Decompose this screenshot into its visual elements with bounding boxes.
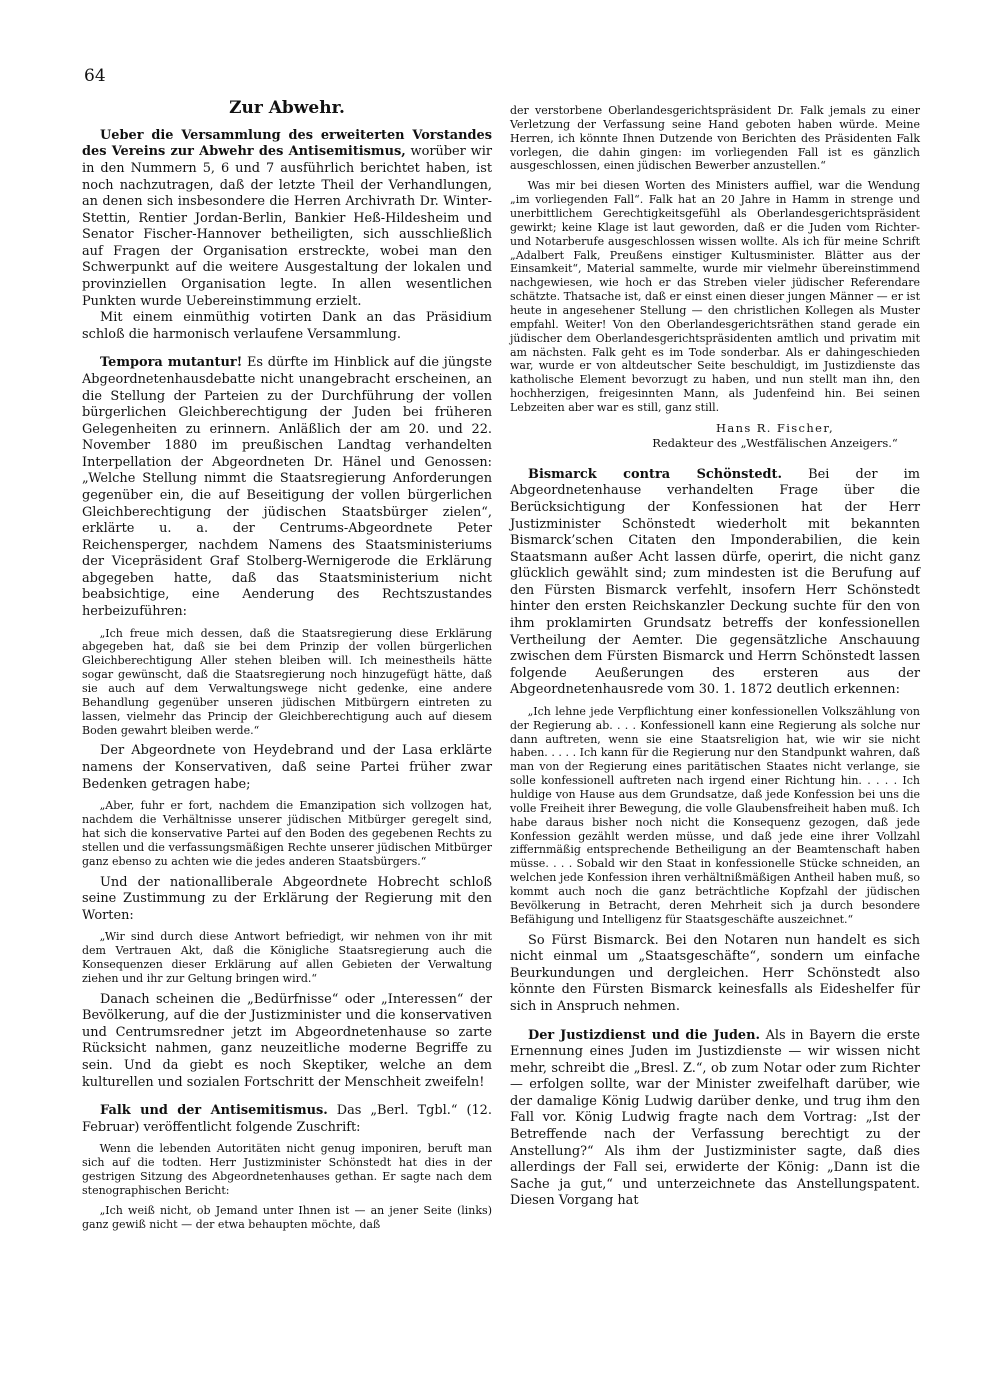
left-column bbox=[82, 98, 492, 1237]
quote-block: „Ich weiß nicht, ob Jemand unter Ihnen ist — an jener Seite (links) ganz gewiß nicht — der etwa behaupten möchte, daß bbox=[82, 1203, 492, 1231]
signature-title: Redakteur des „Westfälischen Anzeigers.“ bbox=[652, 435, 898, 450]
article-text: Es dürfte im Hinblick auf die jüngste Abgeordnetenhausdebatte nicht unangebracht erscheinen, an die Stellung der Parteien zu der Durchführung der vollen bürgerlichen Gleichberechtigung der Juden bei früheren Gelegenheiten zu erinnern. Anläßlich der am 20. und 22. November 1880 im preußischen Landtag verhandelten Interpellation der Abgeordneten Dr. Hänel und Genossen: „Welche Stellung nimmt die Staatsregierung Anforderungen gegenüber ein, die auf Beseitigung der vollen bürgerlichen Gleichberechtigung der jüdischen Staatsbürger zielen“, erklärte u. a. der Centrums-Abgeordnete Peter Reichensperger, nachdem Namens des Staatsministeriums der Vicepräsident Graf Stolberg-Wernigerode die Erklärung abgegeben hatte, daß das Staatsministerium nicht beabsichtige, eine Aenderung des Rechtszustandes herbeizuführen: bbox=[82, 355, 492, 620]
article-text: Das „Berl. Tgbl.“ (12. Februar) veröffentlicht folgende Zuschrift: bbox=[82, 1103, 492, 1135]
quote-block: Wenn die lebenden Autoritäten nicht genug imponiren, beruft man sich auf die todten. Herr Justizminister Schönstedt hat dies in der gestrigen Sitzung des Abgeordnetenhauses gethan. Er sagte nach dem stenographischen Bericht: bbox=[82, 1142, 492, 1197]
article-lead: Tempora mutantur! bbox=[100, 355, 243, 371]
quote-block: „Wir sind durch diese Antwort befriedigt, wir nehmen von ihr mit dem Vertrauen Akt, daß die Königliche Staatsregierung auch die Konsequenzen dieser Erklärung auf allen Gebieten der Verwaltung ziehen und ihr zur Geltung bringen wird.“ bbox=[82, 930, 492, 985]
article-paragraph: Mit einem einmüthig votirten Dank an das Präsidium schloß die harmonisch verlaufene Versammlung. bbox=[82, 310, 492, 342]
quote-block: „Ich lehne jede Verpflichtung einer konfessionellen Volkszählung von der Regierung ab. . . . Konfessionell kann eine Regierung als solche nur dann auftreten, wenn sie eine Staatsreligion hat, wie wir sie nicht haben. . . . . Ich kann für die Regierung nur den Standpunkt wahren, daß man von der Regierung eines paritätischen Staates nicht verlange, sie solle konfessionell auftreten nach irgend einer Richtung hin. . . . . Ich huldige von Hause aus dem Grundsatze, daß jede Konfession bei uns die volle Freiheit ihrer Bewegung, die volle Glaubensfreiheit haben muß. Ich habe daraus bisher noch nicht die Konsequenz gezogen, daß jede Konfession gezählt werden müsse, und daß jede eine ihrer Vollzahl ziffernmäßig entsprechende Betheiligung an der Beamtenschaft haben müsse. . . . Sobald wir den Staat in konfessionelle Stücke schneiden, an welchen jede Konfession ihren verhältnißmäßigen Antheil haben muß, so kommt auch noch die ganz beträchtliche Kopfzahl der jüdischen Bevölkerung in Betracht, deren Mehrheit sich ja durch besondere Befähigung und Intelligenz für Staatsgeschäfte auszeichnet.“ bbox=[510, 704, 920, 926]
article-paragraph: So Fürst Bismarck. Bei den Notaren nun handelt es sich nicht einmal um „Staatsgeschäfte“, sondern um einfache Beurkundungen und dergleichen. Herr Schönstedt also könnte den Fürsten Bismarck keinesfalls als Eideshelfer für sich in Anspruch nehmen. bbox=[510, 932, 920, 1014]
signature bbox=[630, 421, 920, 451]
article-paragraph: Danach scheinen die „Bedürfnisse“ oder „Interessen“ der Bevölkerung, auf die der Justizminister und die konservativen und Centrumsredner jetzt im Abgeordnetenhause so zarte Rücksicht nahmen, ganz neuzeitliche moderne Begriffe zu sein. Und da giebt es noch Skeptiker, welche an dem kulturellen und sozialen Fortschritt der Menschheit zweifeln! bbox=[82, 991, 492, 1090]
article-text: worüber wir in den Nummern 5, 6 und 7 ausführlich berichtet haben, ist noch nachzutragen, daß der letzte Theil der Verhandlungen, an denen sich insbesondere die Herren Archivrath Dr. Winter-Stettin, Rentier Jordan-Berlin, Bankier Heß-Hildesheim und Senator Fischer-Hannover betheiligten, sich ausschließlich auf Fragen der Organisation erstreckte, wobei man den Schwerpunkt auf die weitere Ausgestaltung der lokalen und provinziellen Organisation legte. In allen wesentlichen Punkten wurde Uebereinstimmung erzielt. bbox=[82, 144, 492, 309]
article-paragraph bbox=[510, 467, 920, 699]
quote-block: der verstorbene Oberlandesgerichtspräsident Dr. Falk jemals zu einer Verletzung der Verfassung seine Hand geboten haben würde. Meine Herren, ich könnte Ihnen Dutzende von Berichten des Präsidenten Falk vorlegen, die dahin gingen: im vorliegenden Fall ist es gänzlich ausgeschlossen, einen jüdischen Bewerber anzustellen.“ bbox=[510, 104, 920, 173]
article-text: Als in Bayern die erste Ernennung eines Juden im Justizdienste — wir wissen nicht mehr, schreibt die „Bresl. Z.“, ob zum Notar oder zum Richter — erfolgen sollte, war der Minister zweifelhaft darüber, wie der damalige König Ludwig darüber denke, und trug ihm den Fall vor. König Ludwig fragte nach dem Vortrag: „Ist der Betreffende nach der Verfassung berechtigt zu der Anstellung?“ Als ihm der Justizminister sagte, daß dies allerdings der Fall sei, erwiderte der König: „Dann ist die Sache ja gut,“ und unterzeichnete das Anstellungspatent. Diesen Vorgang hat bbox=[510, 1027, 920, 1209]
article-paragraph bbox=[82, 128, 492, 310]
article-paragraph bbox=[510, 1028, 920, 1210]
signature-name: Hans R. Fischer, bbox=[716, 420, 834, 435]
article-paragraph bbox=[82, 1103, 492, 1136]
article-paragraph: Der Abgeordnete von Heydebrand und der Lasa erklärte namens der Konservativen, daß seine Partei früher zwar Bedenken getragen habe; bbox=[82, 743, 492, 792]
article-lead: Bismarck contra Schönstedt. bbox=[528, 466, 782, 482]
quote-block: Was mir bei diesen Worten des Ministers auffiel, war die Wendung „im vorliegenden Fall“. Falk hat an 20 Jahre in Hamm in strenge und unerbittlichem Gerechtigkeitsgefühl als Oberlandesgerichtspräsident gewirkt; keine Klage ist laut geworden, daß er die Juden vom Richter- und Notarberufe ausgeschlossen wissen wollte. Als ich für meine Schrift „Adalbert Falk, Preußens einstiger Kultusminister. Blätter aus der Einsamkeit“, Material sammelte, wurde mir vielmehr übereinstimmend nachgewiesen, wie hoch er das Streben vieler jüdischer Referendare schätzte. Thatsache ist, daß er einst einen dieser jungen Männer — er ist heute in angesehener Stellung — den christlichen Kollegen als Muster empfahl. Weiter! Von den Oberlandesgerichtsräthen stand gerade ein jüdischer dem Oberlandesgerichtspräsidenten amtlich und privatim mit am nächsten. Falk geht es im Tode sonderbar. Als er dahingeschieden war, wurde er von altdeutscher Seite beschuldigt, im Justizdienste das katholische Element bevorzugt zu haben, und nun stellt man ihn, den hochherzigen, freigesinnten Mann, als Judenfeind hin. Bei seinen Lebzeiten aber war es still, ganz still. bbox=[510, 179, 920, 415]
quote-block: „Aber, fuhr er fort, nachdem die Emanzipation sich vollzogen hat, nachdem die Verhältnisse unserer jüdischen Mitbürger geregelt sind, hat sich die konservative Partei auf den Boden des gegebenen Rechts zu stellen und die verfassungsmäßigen Rechte unserer jüdischen Mitbürger ganz ebenso zu achten wie die jedes anderen Staatsbürgers.“ bbox=[82, 799, 492, 868]
article-paragraph: Und der nationalliberale Abgeordnete Hobrecht schloß seine Zustimmung zu der Erklärung der Regierung mit den Worten: bbox=[82, 874, 492, 923]
article-text: Bei der im Abgeordnetenhause verhandelten Frage über die Berücksichtigung der Konfessionen hat der Herr Justizminister Schönstedt wiederholt mit bekannten Bismarck’schen Citaten den Imponderabilien, die kein Staatsmann außer Acht lassen dürfe, operirt, die nicht ganz glücklich gewählt sind; zum mindesten ist die Berufung auf den Fürsten Bismarck verfehlt, insofern Herr Schönstedt hinter den ersten Reichskanzler Deckung suchte für den von ihm proklamirten Grundsatz betreffs der konfessionellen Vertheilung der Aemter. Die gegensätzliche Anschauung zwischen dem Fürsten Bismarck und Herrn Schönstedt lassen folgende Aeußerungen des ersteren aus der Abgeordnetenhausrede vom 30. 1. 1872 deutlich erkennen: bbox=[510, 466, 920, 698]
page-number: 64 bbox=[84, 66, 106, 86]
section-heading: Zur Abwehr. bbox=[229, 98, 345, 118]
article-lead: Falk und der Antisemitismus. bbox=[100, 1103, 328, 1119]
quote-block: „Ich freue mich dessen, daß die Staatsregierung diese Erklärung abgegeben hat, daß sie bei dem Prinzip der vollen bürgerlichen Gleichberechtigung Aller stehen bleiben will. Ich meinestheils hätte sogar gewünscht, daß die Staatsregierung noch hinzugefügt hätte, daß sie auch auf dem Verwaltungswege nicht gedenke, eine andere Behandlung gegenüber unseren jüdischen Mitbürgern eintreten zu lassen, vielmehr das Princip der Gleichberechtigung auch auf diesem Boden gewahrt bleiben werde.“ bbox=[82, 626, 492, 737]
article-lead: Der Justizdienst und die Juden. bbox=[528, 1027, 760, 1043]
article-paragraph bbox=[82, 355, 492, 620]
article-lead: Ueber die Versammlung des erweiterten Vorstandes des Vereins zur Abwehr des Antisemitismus, bbox=[82, 127, 492, 160]
right-column bbox=[510, 104, 920, 1210]
